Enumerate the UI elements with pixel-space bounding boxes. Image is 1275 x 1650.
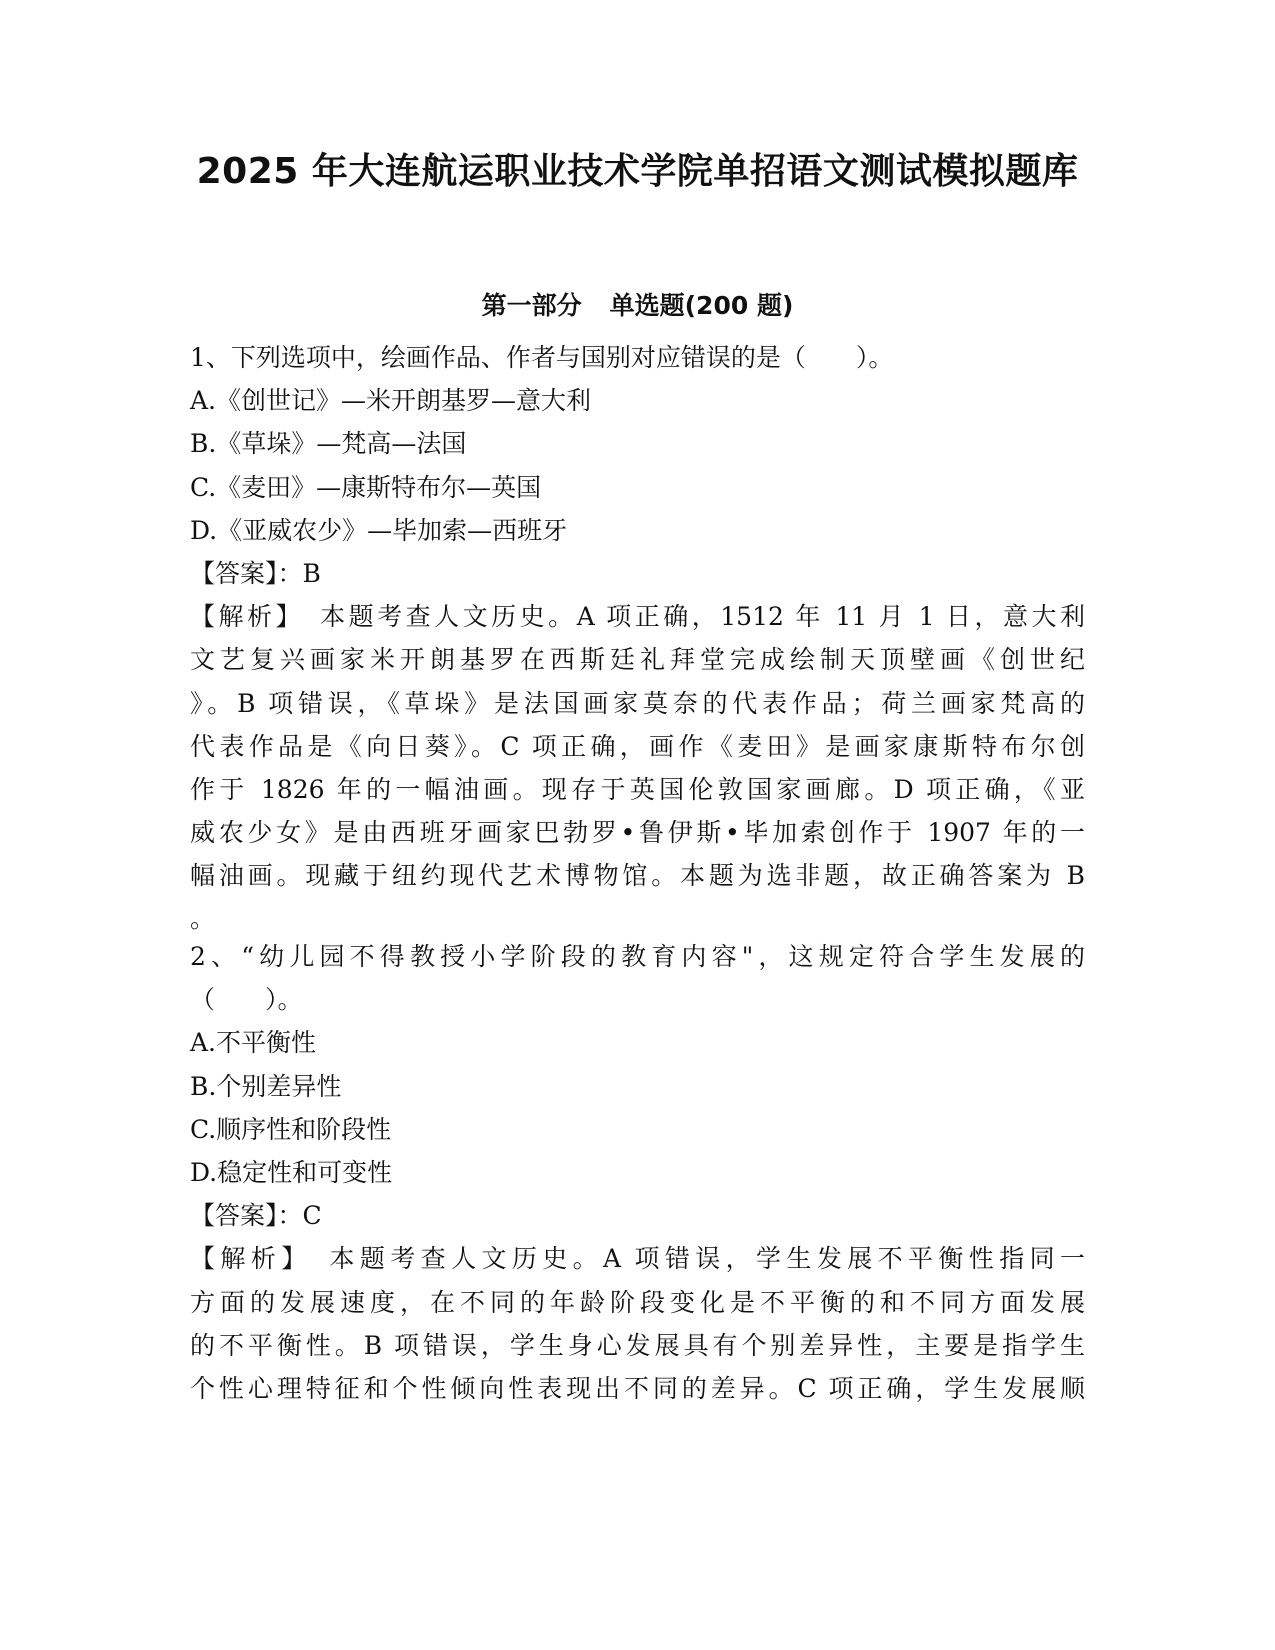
analysis-line: 。 bbox=[190, 904, 216, 934]
option-c: C.顺序性和阶段性 bbox=[190, 1114, 392, 1144]
question-1 bbox=[190, 336, 1085, 941]
analysis-line: 幅油画。现藏于纽约现代艺术博物馆。本题为选非题，故正确答案为 B bbox=[190, 861, 1085, 891]
option-a: A.不平衡性 bbox=[190, 1028, 317, 1058]
analysis-line: 威农少女》是由西班牙画家巴勃罗•鲁伊斯•毕加索创作于 1907 年的一 bbox=[190, 818, 1085, 848]
analysis-line: 》。B 项错误，《草垛》是法国画家莫奈的代表作品；荷兰画家梵高的 bbox=[190, 688, 1085, 718]
section-heading bbox=[0, 286, 1275, 326]
option-d: D.稳定性和可变性 bbox=[190, 1157, 393, 1187]
answer: 【答案】：C bbox=[190, 1201, 322, 1231]
section-part: 第一部分 bbox=[481, 291, 582, 320]
option-c: C.《麦田》—康斯特布尔—英国 bbox=[190, 472, 542, 502]
analysis-line: 方面的发展速度，在不同的年龄阶段变化是不平衡的和不同方面发展 bbox=[190, 1287, 1085, 1317]
answer: 【答案】：B bbox=[190, 558, 321, 588]
option-d: D.《亚威农少》—毕加索—西班牙 bbox=[190, 515, 568, 545]
section-name: 单选题(200 题) bbox=[609, 291, 794, 320]
question-stem: （ ）。 bbox=[190, 985, 303, 1015]
analysis-line: 【解析】 本题考查人文历史。A 项正确，1512 年 11 月 1 日，意大利 bbox=[190, 602, 1085, 632]
analysis-line: 【解析】 本题考查人文历史。A 项错误，学生发展不平衡性指同一 bbox=[190, 1244, 1085, 1274]
analysis-line: 代表作品是《向日葵》。C 项正确，画作《麦田》是画家康斯特布尔创 bbox=[190, 731, 1085, 761]
analysis-line: 作于 1826 年的一幅油画。现存于英国伦敦国家画廊。D 项正确，《亚 bbox=[190, 774, 1085, 804]
analysis-line: 个性心理特征和个性倾向性表现出不同的差异。C 项正确，学生发展顺 bbox=[190, 1373, 1085, 1403]
option-b: B.个别差异性 bbox=[190, 1071, 342, 1101]
analysis-line: 文艺复兴画家米开朗基罗在西斯廷礼拜堂完成绘制天顶壁画《创世纪 bbox=[190, 645, 1085, 675]
document-title: 2025 年大连航运职业技术学院单招语文测试模拟题库 bbox=[196, 151, 1079, 192]
option-b: B.《草垛》—梵高—法国 bbox=[190, 429, 467, 459]
question-stem: 1、下列选项中，绘画作品、作者与国别对应错误的是（ ）。 bbox=[190, 343, 894, 372]
option-a: A.《创世记》—米开朗基罗—意大利 bbox=[190, 386, 592, 416]
analysis-line: 的不平衡性。B 项错误，学生身心发展具有个别差异性，主要是指学生 bbox=[190, 1330, 1085, 1360]
question-stem: 2、“幼儿园不得教授小学阶段的教育内容"，这规定符合学生发展的 bbox=[190, 942, 1085, 971]
question-2 bbox=[190, 935, 1085, 1410]
